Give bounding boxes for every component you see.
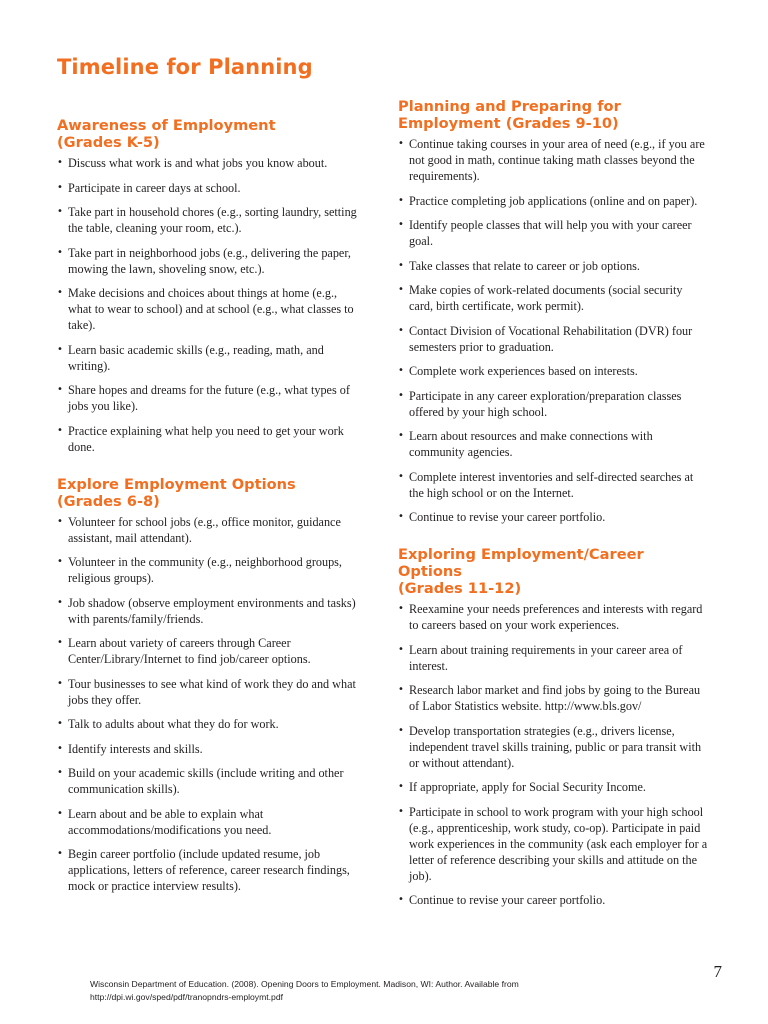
citation-text: Wisconsin Department of Education. (2008). Opening Doors to Employment. Madison, WI: Author. Available from	[90, 979, 519, 989]
list-item: • Identify interests and skills.	[57, 741, 363, 757]
section-heading	[398, 546, 708, 597]
list-item: • If appropriate, apply for Social Security Income.	[398, 779, 708, 795]
section-exploring-career	[398, 546, 708, 908]
bullet-list	[398, 136, 708, 525]
list-item: • Participate in any career exploration/preparation classes offered by your high school.	[398, 388, 708, 420]
list-item: • Take part in neighborhood jobs (e.g., delivering the paper, mowing the lawn, shoveling snow, etc.).	[57, 245, 363, 277]
list-item: • Make copies of work-related documents (social security card, birth certificate, work permit).	[398, 282, 708, 314]
section-awareness	[57, 117, 363, 455]
list-item: • Develop transportation strategies (e.g., drivers license, independent travel skills training, public or para transit with or without attendant).	[398, 723, 708, 771]
list-item: • Take classes that relate to career or job options.	[398, 258, 708, 274]
list-item: • Volunteer for school jobs (e.g., office monitor, guidance assistant, mail attendant).	[57, 514, 363, 546]
heading-line: Employment (Grades 9-10)	[398, 115, 619, 132]
bullet-list	[398, 601, 708, 908]
heading-line: Planning and Preparing for	[398, 98, 621, 115]
list-item: • Learn basic academic skills (e.g., reading, math, and writing).	[57, 342, 363, 374]
list-item: • Continue to revise your career portfolio.	[398, 509, 708, 525]
list-item: • Take part in household chores (e.g., sorting laundry, setting the table, cleaning your room, etc.).	[57, 204, 363, 236]
list-item: • Practice completing job applications (online and on paper).	[398, 193, 708, 209]
section-heading	[398, 98, 708, 132]
list-item: • Participate in school to work program with your high school (e.g., apprenticeship, work study, co-op). Participate in paid work experiences in the community (ask each employer for a letter of reference describing your skills and attitude on the job).	[398, 804, 708, 884]
list-item: • Volunteer in the community (e.g., neighborhood groups, religious groups).	[57, 554, 363, 586]
section-heading	[57, 476, 363, 510]
list-item: • Build on your academic skills (include writing and other communication skills).	[57, 765, 363, 797]
list-item: • Learn about variety of careers through Career Center/Library/Internet to find job/career options.	[57, 635, 363, 667]
list-item: • Learn about training requirements in your career area of interest.	[398, 642, 708, 674]
list-item: • Talk to adults about what they do for work.	[57, 716, 363, 732]
list-item: • Identify people classes that will help you with your career goal.	[398, 217, 708, 249]
list-item: • Continue to revise your career portfolio.	[398, 892, 708, 908]
list-item: • Complete interest inventories and self-directed searches at the high school or on the Internet.	[398, 469, 708, 501]
list-item: • Participate in career days at school.	[57, 180, 363, 196]
bullet-list	[57, 155, 363, 455]
page-title: Timeline for Planning	[57, 55, 313, 79]
section-heading	[57, 117, 363, 151]
citation-url: http://dpi.wi.gov/sped/pdf/tranopndrs-employmt.pdf	[90, 992, 283, 1002]
list-item: • Reexamine your needs preferences and interests with regard to careers based on your work experiences.	[398, 601, 708, 633]
bullet-list	[57, 514, 363, 895]
list-item: • Discuss what work is and what jobs you know about.	[57, 155, 363, 171]
list-item: • Continue taking courses in your area of need (e.g., if you are not good in math, continue taking math classes beyond the requirements).	[398, 136, 708, 184]
list-item: • Contact Division of Vocational Rehabilitation (DVR) four semesters prior to graduation.	[398, 323, 708, 355]
list-item: • Tour businesses to see what kind of work they do and what jobs they offer.	[57, 676, 363, 708]
list-item: • Learn about resources and make connections with community agencies.	[398, 428, 708, 460]
list-item: • Job shadow (observe employment environments and tasks) with parents/family/friends.	[57, 595, 363, 627]
section-explore	[57, 476, 363, 895]
list-item: • Complete work experiences based on interests.	[398, 363, 708, 379]
page-number: 7	[713, 962, 722, 981]
list-item: • Begin career portfolio (include updated resume, job applications, letters of reference, career research findings, mock or practice interview results).	[57, 846, 363, 894]
heading-line: Exploring Employment/Career Options	[398, 546, 644, 580]
list-item: • Learn about and be able to explain what accommodations/modifications you need.	[57, 806, 363, 838]
list-item: • Practice explaining what help you need to get your work done.	[57, 423, 363, 455]
citation-footer	[90, 978, 650, 1004]
heading-line: (Grades K-5)	[57, 134, 160, 151]
left-column	[57, 117, 363, 903]
heading-line: (Grades 6-8)	[57, 492, 160, 510]
heading-line: (Grades 11-12)	[398, 580, 522, 597]
list-item: • Research labor market and find jobs by going to the Bureau of Labor Statistics website. http://www.bls.gov/	[398, 682, 708, 714]
heading-line: Awareness of Employment	[57, 117, 276, 134]
heading-line: Explore Employment Options	[57, 475, 296, 493]
list-item: • Share hopes and dreams for the future (e.g., what types of jobs you like).	[57, 382, 363, 414]
right-column	[398, 98, 708, 917]
section-planning	[398, 98, 708, 525]
list-item: • Make decisions and choices about things at home (e.g., what to wear to school) and at school (e.g., what classes to take).	[57, 285, 363, 333]
